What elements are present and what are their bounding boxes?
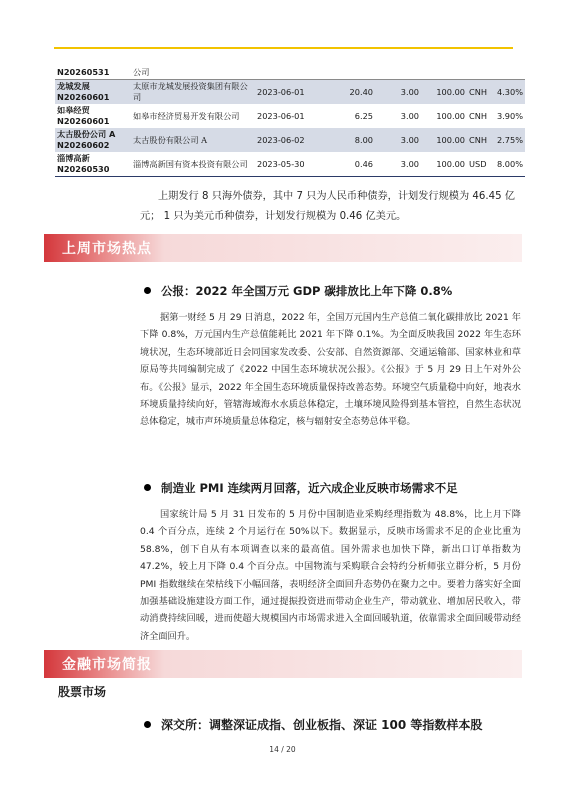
issuance-summary (140, 187, 525, 227)
cell-amount (323, 66, 375, 80)
section-title: 上周市场热点 (62, 241, 152, 257)
cell-term: 3.00 (400, 110, 419, 121)
section-banner-finance (44, 650, 522, 678)
cell-currency: USD (467, 152, 493, 177)
bullet-icon (144, 484, 151, 491)
cell-currency: CNH (469, 110, 487, 121)
section-title: 金融市场简报 (62, 657, 152, 673)
table-row (55, 80, 525, 105)
bullet-icon (144, 721, 151, 728)
cell-term: 3.00 (375, 80, 421, 105)
cell-term: 3.00 (375, 128, 421, 152)
news-heading-carbon: 公报：2022 年全国万元 GDP 碳排放比上年下降 0.8% (144, 283, 452, 299)
cell-rate: 2.75% (493, 128, 525, 152)
subhead-stock-market: 股票市场 (58, 685, 107, 699)
cell-name: 龙城发展 N20260601 (55, 80, 131, 105)
cell-date: 2023-05-30 (255, 152, 323, 177)
page-number: 14 / 20 (269, 745, 296, 754)
cell-rate: 4.30% (493, 80, 525, 105)
cell-issuer: 太古股份有限公司 A (131, 128, 255, 152)
news-heading-szse: 深交所：调整深证成指、创业板指、深证 100 等指数样本股 (144, 716, 482, 733)
cell-date: 2023-06-02 (255, 128, 323, 152)
cell-amount: 0.46 (323, 152, 375, 177)
cell-name: 太古股份公司 A N20260602 (55, 128, 131, 152)
cell-name: 淄博高新 N20260530 (55, 152, 131, 177)
cell-term (375, 66, 421, 80)
cell-rate: 8.00% (493, 152, 525, 177)
summary-text: 上期发行 8 只海外债券，其中 7 只为人民币种债券，计划发行规模为 46.45 亿元； 1 只为美元币种债券，计划发行规模为 0.46 亿美元。 (140, 191, 515, 222)
cell-currency: CNH (467, 128, 493, 152)
cell-amount: 6.25 (354, 110, 373, 121)
cell-issuer: 公司 (131, 66, 255, 80)
bullet-icon (144, 287, 151, 294)
cell-date: 2023-06-01 (255, 80, 323, 105)
cell-price: 100.00 (421, 152, 467, 177)
news-body-carbon: 据第一财经 5 月 29 日消息，2022 年，全国万元国内生产总值二氧化碳排放比 2021 年下降 0.8%，万元国内生产总值能耗比 2021 年下降 0.1%。为全面反映我国 2022 年生态环境状况，生态环境部近日会同国家发改委、公安部、自然资源部、交通运输部、国家林业和草原局等共同编制完成了《2022 中国生态环境状况公报》。《公报》于 5 月 29 日上午对外公布。《公报》显示，2022 年全国生态环境质量保持改善态势。环境空气质量稳中向好，地表水环境质量持续向好，管辖海域海水水质总体稳定，土壤环境风险得到基本管控，自然生态状况总体稳定，城市声环境质量总体稳定，核与辐射安全态势总体平稳。 (140, 312, 521, 428)
table-row (55, 128, 525, 152)
cell-name: 如皋经贸 N20260601 (57, 105, 110, 126)
cell-name: N20260531 (55, 66, 131, 80)
cell-term: 3.00 (375, 152, 421, 177)
cell-date (255, 66, 323, 80)
news-heading-pmi: 制造业 PMI 连续两月回落，近六成企业反映市场需求不足 (144, 480, 458, 496)
cell-rate (493, 66, 525, 80)
cell-price: 100.00 (421, 128, 467, 152)
cell-issuer: 太原市龙城发展投资集团有限公司 (131, 80, 255, 105)
section-banner-hot-topics (44, 234, 522, 262)
table-row (55, 104, 525, 128)
cell-rate: 3.90% (496, 110, 523, 121)
cell-price: 100.00 (436, 110, 465, 121)
table-row (55, 66, 525, 80)
bond-table (55, 66, 525, 177)
cell-price: 100.00 (421, 80, 467, 105)
cell-issuer: 如皋市经济贸易开发有限公司 (133, 110, 240, 121)
cell-amount: 8.00 (323, 128, 375, 152)
cell-price (421, 66, 467, 80)
table-row (55, 152, 525, 177)
cell-currency (467, 66, 493, 80)
header-rule (54, 47, 513, 49)
cell-currency: CNH (467, 80, 493, 105)
news-body-pmi: 国家统计局 5 月 31 日发布的 5 月份中国制造业采购经理指数为 48.8%，比上月下降 0.4 个百分点，连续 2 个月运行在 50%以下。数据显示，反映市场需求不足的企业比重为 58.8%，创下自从有本项调查以来的最高值。国外需求也加快下降，新出口订单指数为 47.2%，较上月下降 0.4 个百分点。中国物流与采购联合会特约分析师张立群分析，5 月份 PMI 指数继续在荣枯线下小幅回落，表明经济全面回升态势仍在聚力之中。要着力落实好全面加强基础设施建设方面工作，通过提振投资进而带动企业生产，带动就业、增加居民收入，带动消费持续回暖，进而使超大规模国内市场需求进入全面回暖轨道，依靠需求全面回暖带动经济全面回升。 (140, 509, 521, 642)
cell-date: 2023-06-01 (257, 110, 305, 121)
cell-amount: 20.40 (323, 80, 375, 105)
cell-issuer: 淄博高新国有资本投资有限公司 (131, 152, 255, 177)
